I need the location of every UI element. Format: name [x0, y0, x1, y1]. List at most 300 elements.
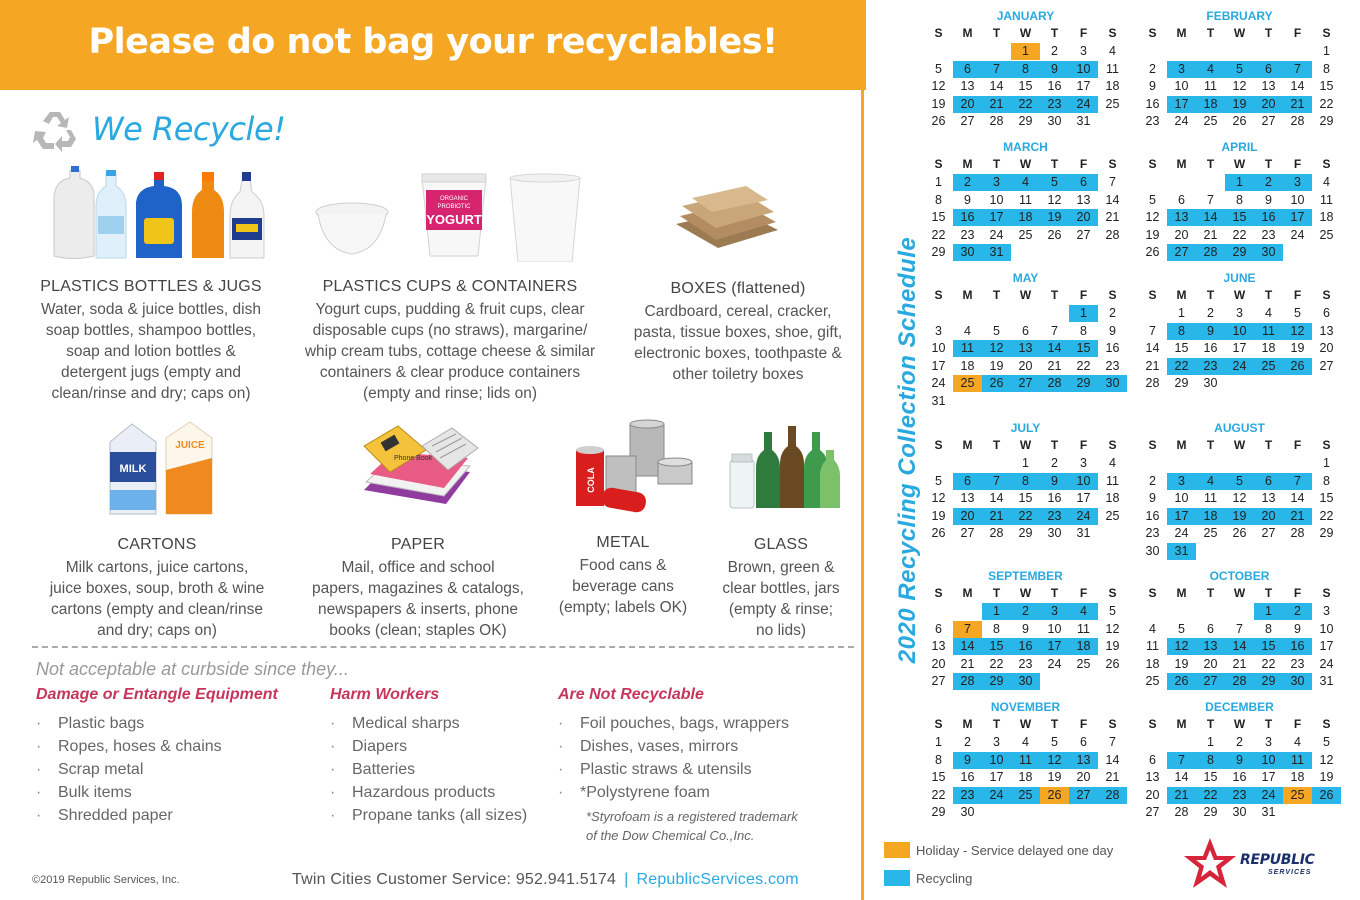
calendar-day: 11 [1204, 491, 1217, 505]
weekday-header: S [934, 717, 943, 731]
month-title: MARCH [1003, 140, 1048, 154]
recycling-day: 16 [1254, 209, 1283, 226]
item-list [558, 712, 789, 804]
weekday-header: S [1148, 26, 1157, 40]
calendar-day: 10 [931, 341, 946, 355]
weekday-header: S [1148, 438, 1157, 452]
list-item: · *Polystyrene foam [558, 781, 789, 804]
calendar-day: 26 [1105, 656, 1120, 671]
calendar-day: 3 [1236, 306, 1243, 320]
recycling-day: 24 [1225, 358, 1254, 375]
website-link[interactable]: RepublicServices.com [636, 871, 799, 888]
calendar-day: 29 [1319, 526, 1334, 540]
list-item: · Bulk items [36, 781, 278, 804]
weekday-header: F [1079, 586, 1088, 600]
item-list [330, 712, 527, 827]
list-item: · Ropes, hoses & chains [36, 735, 278, 758]
recycling-day: 18 [1196, 96, 1225, 113]
calendar-day: 29 [1174, 376, 1189, 390]
category-description [30, 557, 284, 641]
month-title: JUNE [1223, 271, 1256, 285]
recycling-day: 3 [1167, 473, 1196, 490]
weekday-header: W [1019, 26, 1032, 40]
weekday-header: M [962, 438, 973, 452]
weekday-header: S [1148, 717, 1157, 731]
month-title: SEPTEMBER [988, 569, 1063, 583]
calendar-day: 7 [1236, 621, 1243, 636]
calendar-day: 20 [1018, 358, 1033, 373]
category-description [300, 557, 536, 641]
calendar-day: 18 [1018, 770, 1033, 784]
calendar-day: 9 [1294, 621, 1301, 636]
calendar-day: 28 [1145, 376, 1160, 390]
calendar-day: 2 [1051, 456, 1058, 470]
description-line: soap and lotion bottles & [66, 343, 236, 360]
calendar-day: 16 [1232, 770, 1247, 784]
recycling-day: 25 [1011, 787, 1040, 804]
weekday-header: M [962, 717, 973, 731]
calendar-day: 26 [931, 526, 946, 540]
calendar-day: 5 [993, 323, 1000, 338]
calendar-day: 9 [1149, 79, 1156, 93]
recycling-day: 13 [1196, 638, 1225, 655]
weekday-header: S [934, 438, 943, 452]
calendar-day: 1 [935, 175, 942, 189]
recycling-day: 27 [1196, 673, 1225, 690]
recycling-day: 30 [1011, 673, 1040, 690]
calendar-day: 30 [1232, 805, 1247, 819]
calendar-day: 22 [931, 787, 946, 802]
recycling-day: 18 [1196, 508, 1225, 525]
category-title: GLASS [753, 536, 809, 553]
recycling-day: 29 [1225, 244, 1254, 261]
calendar-day: 30 [1047, 526, 1062, 540]
calendar-day: 26 [931, 114, 946, 128]
calendar-day: 20 [1319, 341, 1334, 355]
calendar-day: 29 [1018, 114, 1033, 128]
footnote-line: of the Dow Chemical Co.,Inc. [586, 828, 755, 843]
calendar-day: 2 [964, 735, 971, 749]
weekday-header: W [1233, 586, 1246, 600]
schedule-title: 2020 Recycling Collection Schedule [894, 236, 921, 664]
calendar-day: 5 [1109, 604, 1116, 618]
brand-sub: SERVICES [1268, 869, 1312, 876]
calendar-day: 19 [1174, 656, 1189, 671]
calendar-day: 5 [1294, 306, 1301, 320]
weekday-header: W [1019, 586, 1032, 600]
recycling-day: 5 [1225, 473, 1254, 490]
calendar-day: 2 [1207, 306, 1214, 320]
recycling-day: 28 [953, 673, 982, 690]
calendar-day: 27 [1076, 227, 1091, 242]
recycling-day: 31 [982, 244, 1011, 261]
recycling-day: 1 [1254, 603, 1283, 620]
calendar-day: 22 [1319, 508, 1334, 523]
recycling-day: 6 [953, 473, 982, 490]
yogurt-label-3: YOGURT [426, 212, 482, 227]
calendar-day: 8 [1236, 192, 1243, 207]
legend-recycling [884, 870, 972, 886]
description-line: and dry; caps on) [97, 622, 217, 639]
recycling-day: 30 [1254, 244, 1283, 261]
calendar-day: 24 [1047, 656, 1062, 671]
calendar-day: 16 [1105, 341, 1120, 355]
weekday-header: S [1322, 438, 1331, 452]
calendar-day: 4 [1109, 44, 1116, 58]
weekday-header: M [1176, 26, 1187, 40]
calendar-day: 31 [1076, 114, 1091, 128]
calendar-day: 11 [1320, 192, 1333, 207]
calendar-day: 7 [1149, 323, 1156, 338]
calendar-day: 28 [1105, 227, 1120, 242]
calendar-day: 4 [1294, 735, 1301, 749]
recycling-day: 26 [1312, 787, 1341, 804]
recycling-day: 11 [1254, 323, 1283, 340]
weekday-header: S [1108, 438, 1117, 452]
category-title: PLASTICS CUPS & CONTAINERS [322, 278, 578, 295]
recycling-day: 19 [1225, 508, 1254, 525]
recycling-day: 9 [1196, 323, 1225, 340]
recycling-day: 4 [1011, 174, 1040, 191]
calendar-day: 20 [931, 656, 946, 671]
category-description [26, 299, 276, 404]
calendar-day: 2 [1149, 473, 1156, 488]
weekday-header: W [1233, 438, 1246, 452]
weekday-header: F [1079, 26, 1088, 40]
calendar-day: 31 [1261, 805, 1276, 819]
recycling-day: 13 [1167, 209, 1196, 226]
description-line: electronic boxes, toothpaste & [634, 345, 842, 362]
banner [0, 0, 866, 90]
weekday-header: S [934, 157, 943, 171]
calendar-day: 22 [1261, 656, 1276, 671]
calendar-day: 10 [1290, 192, 1305, 207]
calendar-day: 5 [1323, 735, 1330, 749]
recycling-day: 8 [1196, 752, 1225, 769]
weekday-header: M [1176, 157, 1187, 171]
column-title: Harm Workers [330, 686, 440, 703]
calendar-day: 23 [1018, 656, 1033, 671]
weekday-header: F [1293, 26, 1302, 40]
weekday-header: T [1206, 586, 1215, 600]
recycling-day: 14 [1225, 638, 1254, 655]
calendar-day: 29 [1018, 526, 1033, 540]
calendar-day: 24 [1290, 227, 1305, 242]
weekday-header: S [1322, 157, 1331, 171]
recycling-day: 13 [1011, 340, 1040, 357]
description-line: Cardboard, cereal, cracker, [644, 303, 832, 320]
section-divider [32, 646, 854, 648]
recycling-day: 1 [1225, 174, 1254, 191]
calendar-day: 22 [989, 656, 1004, 671]
weekday-header: F [1293, 157, 1302, 171]
weekday-header: M [1176, 586, 1187, 600]
category-title: PLASTICS BOTTLES & JUGS [40, 278, 262, 295]
calendar-day: 20 [1174, 227, 1189, 242]
calendar-day: 5 [1178, 621, 1185, 636]
recycling-day: 7 [982, 473, 1011, 490]
recycling-day: 4 [1196, 61, 1225, 78]
footnote-line: *Styrofoam is a registered trademark [586, 809, 798, 824]
weekday-header: S [1322, 586, 1331, 600]
description-line: newspapers & inserts, phone [318, 601, 518, 618]
calendar-day: 19 [931, 96, 946, 111]
recycling-day: 5 [1225, 61, 1254, 78]
recycling-day: 6 [953, 61, 982, 78]
calendar-day: 30 [960, 805, 975, 819]
calendar-day: 17 [931, 358, 946, 373]
calendar-day: 28 [989, 526, 1004, 540]
calendar-day: 9 [1265, 192, 1272, 207]
calendar-day: 14 [1290, 491, 1305, 505]
list-item: · Diapers [330, 735, 527, 758]
recycling-day: 27 [1167, 244, 1196, 261]
calendar-day: 12 [1232, 491, 1247, 505]
recycling-day: 8 [1167, 323, 1196, 340]
calendar-day: 11 [1146, 639, 1159, 653]
recycling-day: 12 [1167, 638, 1196, 655]
calendar-day: 26 [1232, 526, 1247, 540]
calendar-day: 29 [931, 245, 946, 259]
category-metal [548, 534, 698, 618]
calendar-day: 18 [1290, 770, 1305, 784]
weekday-header: S [934, 26, 943, 40]
calendar-day: 12 [1105, 621, 1120, 636]
description-line: clear bottles, jars [722, 580, 840, 597]
weekday-header: T [1264, 157, 1273, 171]
calendar-day: 13 [960, 79, 975, 93]
calendar-day: 24 [989, 227, 1004, 242]
recycling-day: 2 [1283, 603, 1312, 620]
calendar-day: 5 [935, 61, 942, 76]
recycling-day: 14 [953, 638, 982, 655]
recycling-day: 15 [1069, 340, 1098, 357]
list-item: · Propane tanks (all sizes) [330, 804, 527, 827]
calendar-day: 5 [1149, 192, 1156, 207]
calendar-day: 4 [1265, 306, 1272, 320]
copyright: ©2019 Republic Services, Inc. [32, 874, 180, 886]
recycling-day: 20 [953, 96, 982, 113]
calendar-day: 14 [1105, 752, 1120, 767]
calendar-day: 11 [1106, 61, 1119, 76]
calendar-day: 22 [1319, 96, 1334, 111]
recycling-day: 12 [982, 340, 1011, 357]
calendar-day: 25 [1105, 96, 1120, 111]
weekday-header: W [1233, 157, 1246, 171]
calendar-day: 21 [1232, 656, 1247, 671]
recycling-day: 7 [1283, 473, 1312, 490]
republic-star-icon [1180, 836, 1240, 892]
weekday-header: M [962, 157, 973, 171]
calendar-day: 12 [1319, 752, 1334, 767]
styrofoam-footnote [586, 807, 798, 845]
calendar-day: 13 [1261, 491, 1276, 505]
weekday-header: F [1293, 717, 1302, 731]
brand-name: REPUBLIC [1240, 852, 1315, 868]
recycling-day: 9 [1040, 61, 1069, 78]
calendar-day: 23 [960, 227, 975, 242]
weekday-header: M [962, 26, 973, 40]
month-title: MAY [1012, 271, 1039, 285]
phone-book-label: Phone Book [394, 455, 433, 462]
weekday-header: S [1148, 288, 1157, 302]
calendar-day: 20 [1145, 787, 1160, 802]
recycling-day: 16 [1283, 638, 1312, 655]
calendar-day: 28 [1290, 114, 1305, 128]
recycling-day: 17 [1167, 508, 1196, 525]
flattened-boxes-image [672, 184, 784, 254]
calendar-day: 18 [960, 358, 975, 373]
recycling-day: 23 [1040, 96, 1069, 113]
calendar-day: 19 [1145, 227, 1160, 242]
recycling-day: 15 [982, 638, 1011, 655]
recycling-day: 7 [982, 61, 1011, 78]
recycle-icon [32, 106, 78, 152]
calendar-day: 17 [1076, 79, 1091, 93]
calendar-day: 21 [1105, 770, 1120, 784]
calendar-day: 21 [1047, 358, 1062, 373]
calendar-day: 8 [935, 192, 942, 207]
weekday-header: F [1079, 717, 1088, 731]
list-item: · Foil pouches, bags, wrappers [558, 712, 789, 735]
calendar-day: 9 [1022, 621, 1029, 636]
calendar-day: 31 [1319, 674, 1334, 688]
recycling-day: 29 [1069, 375, 1098, 392]
description-line: soap bottles, shampoo bottles, [45, 322, 257, 339]
list-item: · Hazardous products [330, 781, 527, 804]
recycling-day: 12 [1283, 323, 1312, 340]
weekday-header: T [992, 157, 1001, 171]
calendar-day: 18 [1145, 656, 1160, 671]
recycling-day: 20 [1254, 508, 1283, 525]
recycling-day: 20 [953, 508, 982, 525]
description-line: other toiletry boxes [672, 366, 804, 383]
recycling-day: 2 [953, 174, 982, 191]
calendar-day: 15 [1319, 79, 1334, 93]
recycling-day: 7 [1283, 61, 1312, 78]
weekday-header: T [992, 586, 1001, 600]
calendar-day: 21 [1145, 358, 1160, 373]
recycling-day: 24 [1069, 508, 1098, 525]
calendar-day: 15 [1203, 770, 1218, 784]
calendar-day: 11 [1077, 621, 1090, 636]
calendar-day: 15 [931, 770, 946, 784]
recycling-day: 10 [1069, 473, 1098, 490]
legend-holiday-label: Holiday - Service delayed one day [916, 842, 1114, 858]
weekday-header: S [1108, 157, 1117, 171]
recycling-day: 6 [1069, 174, 1098, 191]
calendar-day: 6 [1207, 621, 1214, 636]
calendar-day: 14 [1145, 341, 1160, 355]
calendar-day: 19 [1290, 341, 1305, 355]
plastic-bottles-image [44, 166, 274, 262]
recycling-day: 3 [1283, 174, 1312, 191]
recycling-day: 24 [1069, 96, 1098, 113]
calendar-day: 1 [1207, 735, 1214, 749]
category-plastics-bottles [26, 278, 276, 404]
weekday-header: M [962, 288, 973, 302]
recycling-day: 14 [1040, 340, 1069, 357]
recycling-day: 31 [1167, 543, 1196, 560]
legend-recycling-swatch [884, 870, 910, 886]
recycling-day: 24 [982, 787, 1011, 804]
recycling-day: 10 [982, 752, 1011, 769]
calendar-day: 29 [931, 805, 946, 819]
calendar-day: 24 [1174, 526, 1189, 540]
calendar-day: 25 [1203, 114, 1218, 128]
recycling-day: 30 [1098, 375, 1127, 392]
calendar-day: 31 [931, 393, 946, 408]
description-line: whip cream tubs, cottage cheese & similar [304, 343, 596, 360]
calendar-day: 30 [1047, 114, 1062, 128]
calendar-day: 22 [931, 227, 946, 242]
weekday-header: T [992, 438, 1001, 452]
calendar-day: 28 [989, 114, 1004, 128]
recycling-day: 30 [1283, 673, 1312, 690]
calendar-day: 8 [1265, 621, 1272, 636]
weekday-header: S [1148, 157, 1157, 171]
holiday-day: 25 [953, 375, 982, 392]
weekday-header: T [1264, 586, 1273, 600]
calendar-day: 22 [1076, 358, 1091, 373]
calendar-day: 10 [1319, 621, 1334, 636]
month-title: APRIL [1221, 140, 1258, 154]
recycling-day: 19 [1040, 209, 1069, 226]
description-line: cartons (empty and clean/rinse [51, 601, 263, 618]
glass-bottles-image [724, 420, 842, 512]
category-title: PAPER [390, 536, 446, 553]
recycling-day: 21 [1167, 787, 1196, 804]
month-title: JANUARY [996, 9, 1055, 23]
calendar-day: 4 [1109, 456, 1116, 470]
not-acceptable-heading: Not acceptable at curbside since they... [36, 659, 349, 679]
legend-holiday [884, 842, 1113, 858]
recycling-day: 16 [1011, 638, 1040, 655]
recycling-day: 8 [1011, 473, 1040, 490]
calendar-day: 7 [1109, 735, 1116, 749]
recycling-day: 26 [1283, 358, 1312, 375]
calendar-day: 27 [1319, 358, 1334, 373]
weekday-header: T [1264, 717, 1273, 731]
calendar-day: 29 [1203, 805, 1218, 819]
calendar-day: 5 [1051, 735, 1058, 749]
description-line: Milk cartons, juice cartons, [65, 559, 249, 576]
recycling-day: 23 [953, 787, 982, 804]
calendar-day: 19 [1105, 639, 1120, 653]
calendar-day: 2 [1149, 61, 1156, 76]
not-acceptable-not-recyclable-column [558, 686, 789, 804]
calendar-day: 2 [1051, 44, 1058, 58]
weekday-header: S [934, 288, 943, 302]
item-list [36, 712, 278, 827]
carton-milk-label: MILK [119, 463, 147, 475]
weekday-header: T [1050, 26, 1059, 40]
calendar-day: 24 [931, 376, 946, 390]
calendar-day: 27 [960, 114, 975, 128]
recycling-day: 4 [1196, 473, 1225, 490]
calendar-day: 18 [1105, 79, 1120, 93]
calendar-day: 26 [1232, 114, 1247, 128]
recycling-day: 19 [1225, 96, 1254, 113]
weekday-header: F [1079, 288, 1088, 302]
calendar-day: 9 [964, 192, 971, 207]
calendar-day: 26 [1047, 227, 1062, 242]
description-line: no lids) [756, 622, 806, 639]
month-title: NOVEMBER [990, 700, 1061, 714]
metal-cans-image [572, 418, 698, 518]
weekday-header: T [992, 717, 1001, 731]
calendar-day: 3 [1323, 604, 1330, 618]
